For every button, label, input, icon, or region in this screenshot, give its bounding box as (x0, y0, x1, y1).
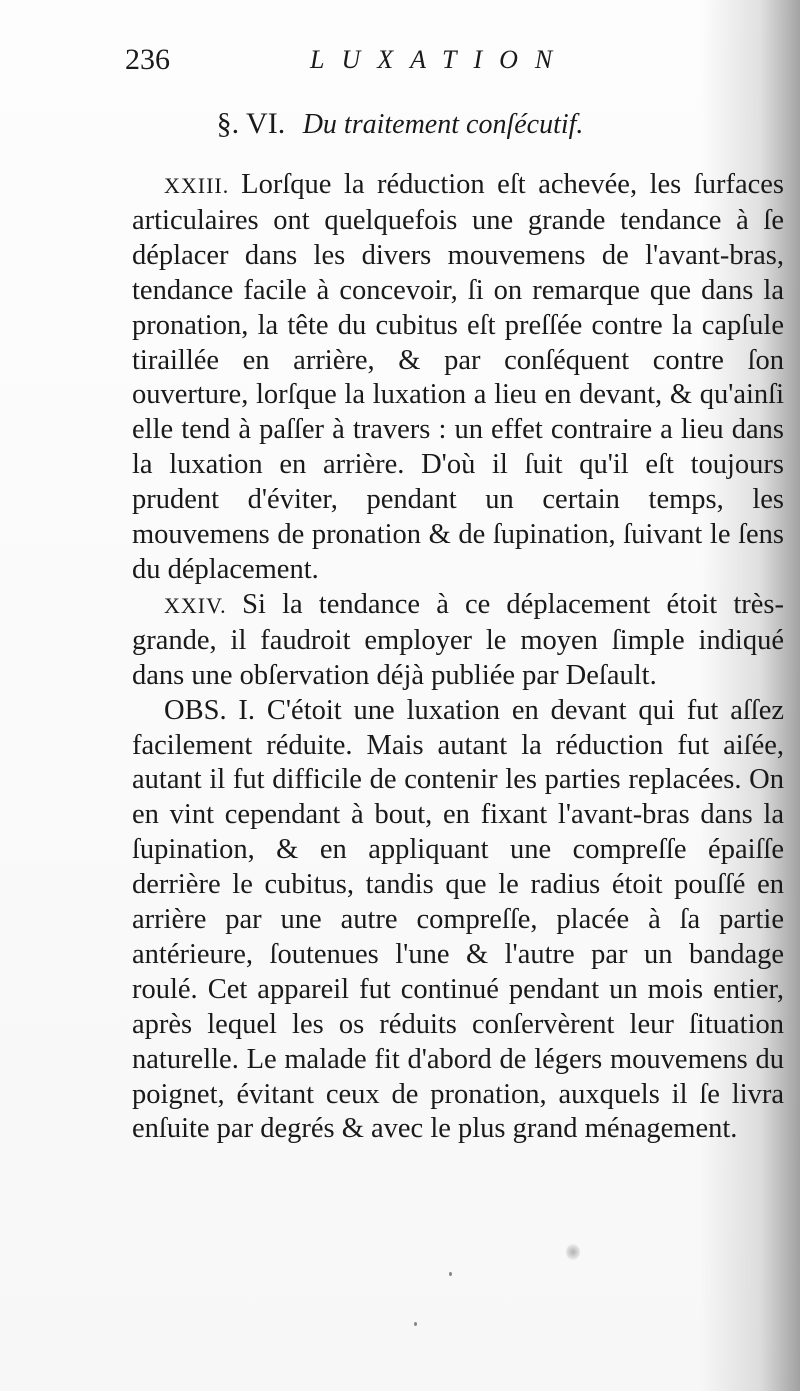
paragraph-xxiii (132, 168, 784, 588)
section-title-text: Du traitement conſécutif. (302, 109, 584, 140)
section-number: §. VI. (216, 107, 286, 140)
body-text (132, 168, 784, 1147)
paragraph-text: Si la tendance à ce déplacement étoit très-grande, il faudroit employer le moyen ſimple indiqué dans une obſervation déjà publiée par Deſault. (132, 588, 784, 691)
section-heading (0, 104, 800, 145)
paragraph-xxiv (132, 588, 784, 694)
running-title: LUXATION (310, 45, 570, 74)
paragraph-label: XXIV. (164, 592, 243, 618)
ink-speck (449, 1272, 452, 1276)
ink-smudge (566, 1244, 580, 1260)
paragraph-text: Lorſque la réduction eſt achevée, les ſurfaces articulaires ont quelquefois une grande tendance à ſe déplacer dans les divers mouvemens de l'avant-bras, tendance facile à concevoir, ſi on remarque que dans la pronation, la tête du cubitus eſt preſſée contre la capſule tiraillée en arrière, & par conſéquent contre ſon ouverture, lorſque la luxation a lieu en devant, & qu'ainſi elle tend à paſſer à travers : un effet contraire a lieu dans la luxation en arrière. D'où il ſuit qu'il eſt toujours prudent d'éviter, pendant un certain temps, les mouvemens de pronation & de ſupination, ſuivant le ſens du déplacement. (132, 169, 784, 585)
paragraph-obs-i (132, 694, 784, 1148)
paragraph-label: XXIII. (164, 173, 242, 198)
observation-label: OBS. I. (164, 694, 267, 726)
paragraph-text: C'étoit une luxation en devant qui fut aſſez facilement réduite. Mais autant la réduction fut aiſée, autant il fut difficile de contenir les parties replacées. On en vint cependant à bout, en fixant l'avant-bras dans la ſupination, & en appliquant une compreſſe épaiſſe derrière le cubitus, tandis que le radius étoit pouſſé en arrière par une autre compreſſe, placée à ſa partie antérieure, ſoutenues l'une & l'autre par un bandage roulé. Cet appareil fut continué pendant un mois entier, après lequel les os réduits conſervèrent leur ſituation naturelle. Le malade fit d'abord de légers mouvemens du poignet, évitant ceux de pronation, auxquels il ſe livra enſuite par degrés & avec le plus grand ménagement. (132, 694, 784, 1145)
ink-speck (414, 1322, 417, 1326)
page-header (125, 40, 705, 80)
page-number: 236 (125, 43, 170, 76)
